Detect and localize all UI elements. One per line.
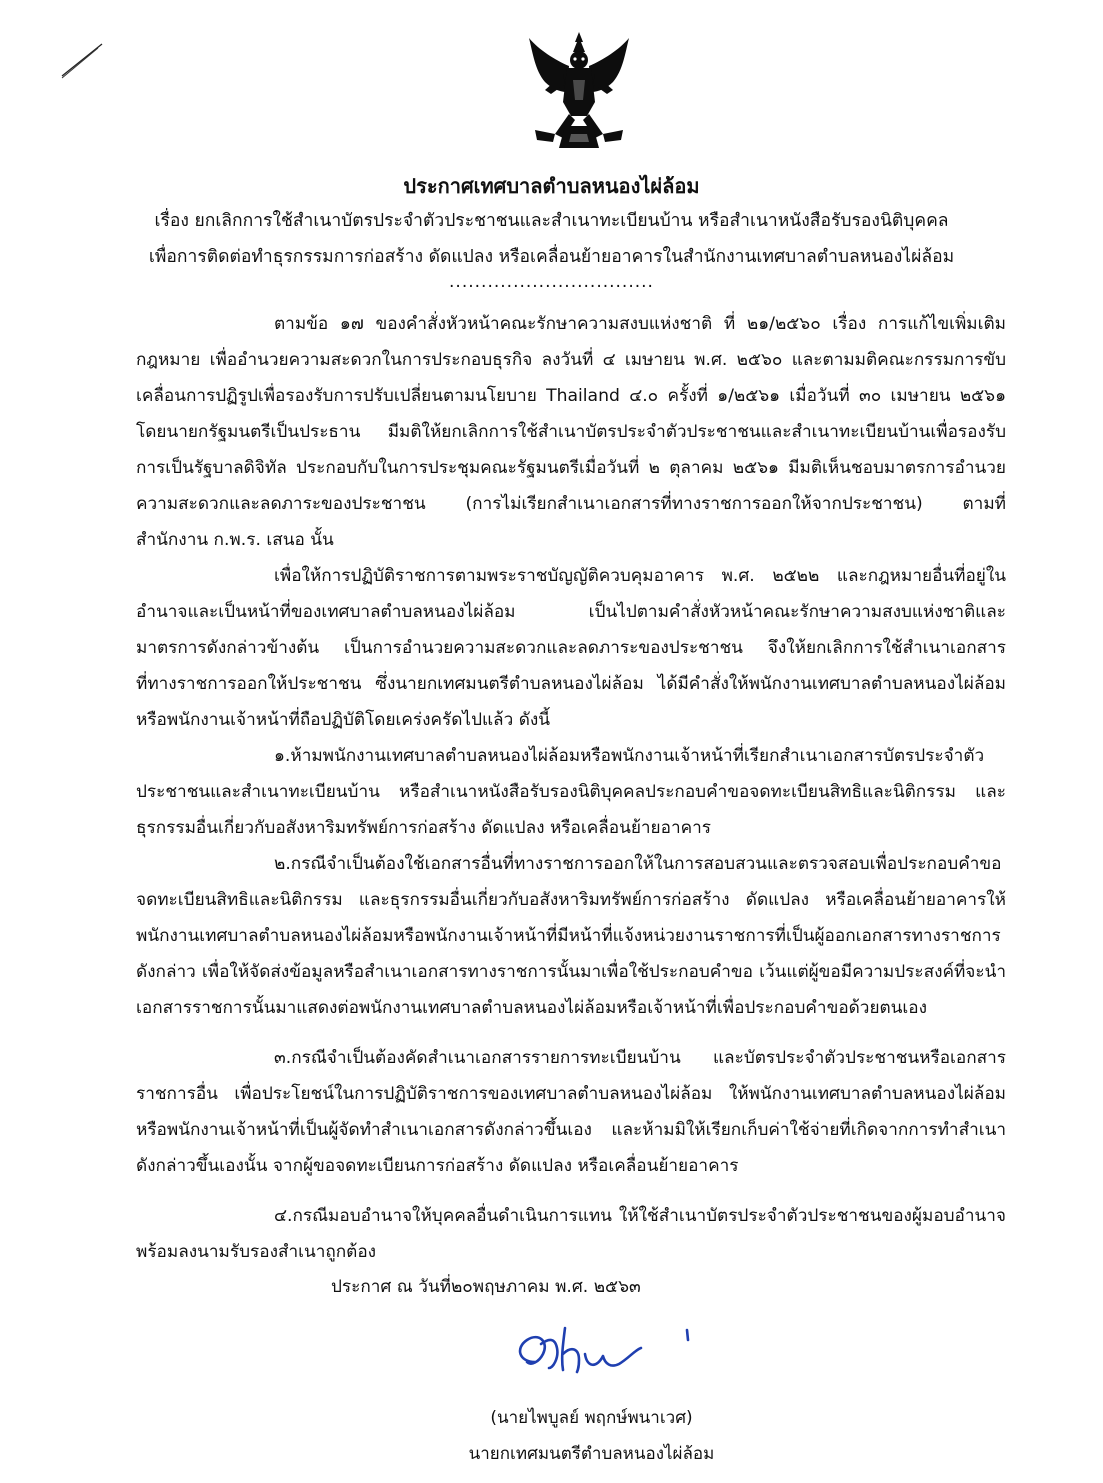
pen-stroke-mark	[58, 38, 106, 82]
paragraph-purpose: เพื่อให้การปฏิบัติราชการตามพระราชบัญญัติควบคุมอาคาร พ.ศ. ๒๕๒๒ และกฎหมายอื่นที่อยู่ในอำนาจและเป็นหน้าที่ของเทศบาลตำบลหนองไผ่ล้อม เป็นไปตามคำสั่งหัวหน้าคณะรักษาความสงบแห่งชาติและมาตรการดังกล่าวข้างต้น เป็นการอำนวยความสะดวกและลดภาระของประชาชน จึงให้ยกเลิกการใช้สำเนาเอกสารที่ทางราชการออกให้ประชาชน ซึ่งนายกเทศมนตรีตำบลหนองไผ่ล้อม ได้มีคำสั่งให้พนักงานเทศบาลตำบลหนองไผ่ล้อมหรือพนักงานเจ้าหน้าที่ถือปฏิบัติโดยเคร่งครัดไปแล้ว ดังนี้	[136, 566, 1006, 730]
document-body	[136, 306, 1006, 1270]
garuda-emblem-icon	[525, 30, 633, 152]
handwritten-signature	[505, 1318, 715, 1388]
signer-name: (นายไพบูลย์ พฤกษ์พนาเวศ)	[490, 1408, 693, 1428]
paragraph-item-1: ๑.ห้ามพนักงานเทศบาลตำบลหนองไผ่ล้อมหรือพนักงานเจ้าหน้าที่เรียกสำเนาเอกสารบัตรประจำตัวประชาชนและสำเนาทะเบียนบ้าน หรือสำเนาหนังสือรับรองนิติบุคคลประกอบคำขอจดทะเบียนสิทธิและนิติกรรม และธุรกรรมอื่นเกี่ยวกับอสังหาริมทรัพย์การก่อสร้าง ดัดแปลง หรือเคลื่อนย้ายอาคาร	[136, 746, 1006, 838]
paragraph-item-2: ๒.กรณีจำเป็นต้องใช้เอกสารอื่นที่ทางราชการออกให้ในการสอบสวนและตรวจสอบเพื่อประกอบคำขอจดทะเบียนสิทธิและนิติกรรม และธุรกรรมอื่นเกี่ยวกับอสังหาริมทรัพย์การก่อสร้าง ดัดแปลง หรือเคลื่อนย้ายอาคารให้พนักงานเทศบาลตำบลหนองไผ่ล้อมหรือพนักงานเจ้าหน้าที่มีหน้าที่แจ้งหน่วยงานราชการที่เป็นผู้ออกเอกสารทางราชการดังกล่าว เพื่อให้จัดส่งข้อมูลหรือสำเนาเอกสารทางราชการนั้นมาเพื่อใช้ประกอบคำขอ เว้นแต่ผู้ขอมีความประสงค์ที่จะนำเอกสารราชการนั้นมาแสดงต่อพนักงานเทศบาลตำบลหนองไผ่ล้อมหรือเจ้าหน้าที่เพื่อประกอบคำขอด้วยตนเอง	[136, 854, 1006, 1018]
separator-dots: ................................	[449, 272, 654, 292]
subject-line-2: เพื่อการติดต่อทำธุรกรรมการก่อสร้าง ดัดแปลง หรือเคลื่อนย้ายอาคารในสำนักงานเทศบาลตำบลหนองไผ่ล้อม	[148, 247, 955, 267]
announcement-date: ประกาศ ณ วันที่๒๐พฤษภาคม พ.ศ. ๒๕๖๓	[331, 1277, 641, 1297]
paragraph-intro: ตามข้อ ๑๗ ของคำสั่งหัวหน้าคณะรักษาความสงบแห่งชาติ ที่ ๒๑/๒๕๖๐ เรื่อง การแก้ไขเพิ่มเติมกฎหมาย เพื่ออำนวยความสะดวกในการประกอบธุรกิจ ลงวันที่ ๔ เมษายน พ.ศ. ๒๕๖๐ และตามมติคณะกรรมการขับเคลื่อนการปฏิรูปเพื่อรองรับการปรับเปลี่ยนตามนโยบาย Thailand ๔.๐ ครั้งที่ ๑/๒๕๖๑ เมื่อวันที่ ๓๐ เมษายน ๒๕๖๑ โดยนายกรัฐมนตรีเป็นประธาน มีมติให้ยกเลิกการใช้สำเนาบัตรประจำตัวประชาชนและสำเนาทะเบียนบ้านเพื่อรองรับการเป็นรัฐบาลดิจิทัล ประกอบกับในการประชุมคณะรัฐมนตรีเมื่อวันที่ ๒ ตุลาคม ๒๕๖๑ มีมติเห็นชอบมาตรการอำนวยความสะดวกและลดภาระของประชาชน (การไม่เรียกสำเนาเอกสารที่ทางราชการออกให้จากประชาชน) ตามที่สำนักงาน ก.พ.ร. เสนอ นั้น	[136, 314, 1006, 550]
signer-title: นายกเทศมนตรีตำบลหนองไผ่ล้อม	[468, 1444, 715, 1464]
subject-line-1: เรื่อง ยกเลิกการใช้สำเนาบัตรประจำตัวประชาชนและสำเนาทะเบียนบ้าน หรือสำเนาหนังสือรับรองนิติบุคคล	[154, 211, 949, 231]
paragraph-item-3: ๓.กรณีจำเป็นต้องคัดสำเนาเอกสารรายการทะเบียนบ้าน และบัตรประจำตัวประชาชนหรือเอกสารราชการอื่น เพื่อประโยชน์ในการปฏิบัติราชการของเทศบาลตำบลหนองไผ่ล้อม ให้พนักงานเทศบาลตำบลหนองไผ่ล้อมหรือพนักงานเจ้าหน้าที่เป็นผู้จัดทำสำเนาเอกสารดังกล่าวขึ้นเอง และห้ามมิให้เรียกเก็บค่าใช้จ่ายที่เกิดจากการทำสำเนาดังกล่าวขึ้นเองนั้น จากผู้ขอจดทะเบียนการก่อสร้าง ดัดแปลง หรือเคลื่อนย้ายอาคาร	[136, 1048, 1006, 1176]
paragraph-item-4: ๔.กรณีมอบอำนาจให้บุคคลอื่นดำเนินการแทน ให้ใช้สำเนาบัตรประจำตัวประชาชนของผู้มอบอำนาจพร้อมลงนามรับรองสำเนาถูกต้อง	[136, 1206, 1006, 1262]
document-title: ประกาศเทศบาลตำบลหนองไผ่ล้อม	[403, 174, 700, 198]
